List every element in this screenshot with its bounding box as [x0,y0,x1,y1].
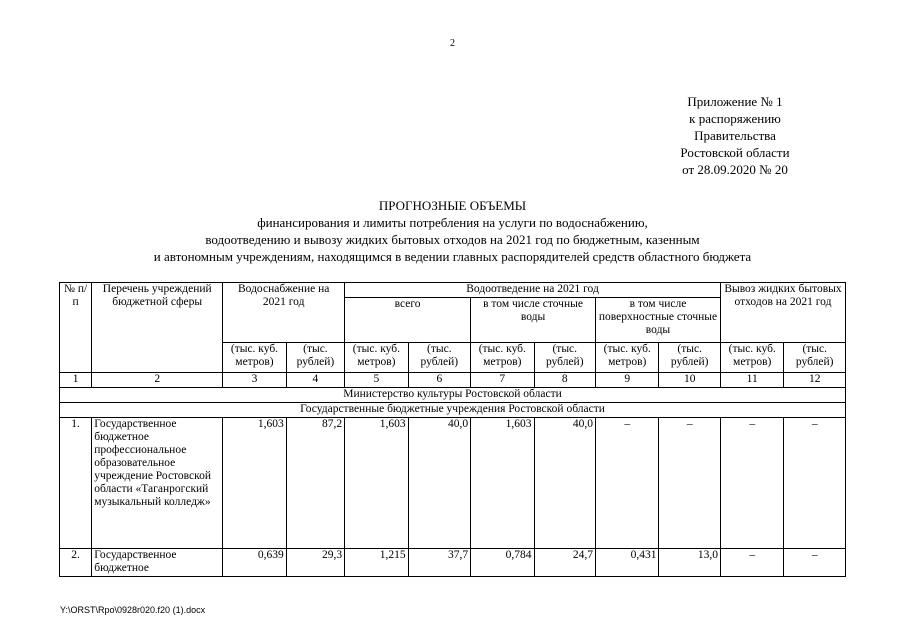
header-list: Перечень учреждений бюджетной сферы [92,283,223,373]
value-cell: 24,7 [534,549,595,577]
title-subline: водоотведению и вывозу жидких бытовых отходов на 2021 год по бюджетным, казенным [205,232,700,247]
ministry-row: Министерство культуры Ростовской области [60,388,846,403]
value-cell: 1,603 [223,418,286,549]
value-cell: – [784,418,846,549]
appendix-line: к распоряжению [689,111,781,126]
value-cell: – [784,549,846,577]
table-row [60,549,846,577]
appendix-line: Правительства [694,128,776,143]
title-heading: ПРОГНОЗНЫЕ ОБЪЕМЫ [378,198,527,213]
header-total: всего [345,298,471,343]
table-row [60,418,846,549]
unit-volume: (тыс. куб. метров) [471,343,534,373]
column-number: 9 [595,373,658,388]
column-number: 4 [286,373,344,388]
column-number: 10 [659,373,721,388]
institution-name: Государственное бюджетное профессиональное образовательное учреждение Ростовской области «Таганрогский музыкальный колледж» [92,418,223,549]
column-number: 8 [534,373,595,388]
column-number: 5 [345,373,408,388]
institution-name: Государственное бюджетное [92,549,223,577]
value-cell: 13,0 [659,549,721,577]
header-surface-water: в том числе поверхностные сточные воды [595,298,720,343]
column-number: 1 [60,373,92,388]
header-water-disposal: Водоотведение на 2021 год [345,283,721,298]
appendix-line: от 28.09.2020 № 20 [682,162,788,177]
value-cell: 1,603 [345,418,408,549]
value-cell: 1,215 [345,549,408,577]
column-number: 2 [92,373,223,388]
column-number: 11 [720,373,783,388]
value-cell: 29,3 [286,549,344,577]
value-cell: 40,0 [408,418,470,549]
row-number: 1. [60,418,92,549]
document-title [0,197,905,265]
unit-volume: (тыс. куб. метров) [595,343,658,373]
value-cell: – [659,418,721,549]
unit-rub: (тыс. рублей) [286,343,344,373]
value-cell: – [595,418,658,549]
value-cell: 0,431 [595,549,658,577]
column-number: 12 [784,373,846,388]
value-cell: 0,784 [471,549,534,577]
title-subline: и автономным учреждениям, находящимся в ведении главных распорядителей средств областного бюджета [153,249,752,264]
value-cell: 87,2 [286,418,344,549]
appendix-block [655,93,815,178]
value-cell: – [720,418,783,549]
unit-volume: (тыс. куб. метров) [720,343,783,373]
title-subline: финансирования и лимиты потребления на услуги по водоснабжению, [257,215,648,230]
unit-rub: (тыс. рублей) [534,343,595,373]
column-number: 3 [223,373,286,388]
forecast-table [59,282,846,577]
header-water-supply: Водоснабжение на 2021 год [223,283,345,343]
row-number: 2. [60,549,92,577]
appendix-line: Ростовской области [680,145,790,160]
appendix-line: Приложение № 1 [687,94,783,109]
unit-rub: (тыс. рублей) [659,343,721,373]
unit-volume: (тыс. куб. метров) [223,343,286,373]
header-waste-water: в том числе сточные воды [471,298,596,343]
unit-rub: (тыс. рублей) [784,343,846,373]
group-row: Государственные бюджетные учреждения Ростовской области [60,403,846,418]
unit-rub: (тыс. рублей) [408,343,470,373]
unit-volume: (тыс. куб. метров) [345,343,408,373]
column-number: 7 [471,373,534,388]
value-cell: 0,639 [223,549,286,577]
value-cell: 40,0 [534,418,595,549]
value-cell: 37,7 [408,549,470,577]
value-cell: – [720,549,783,577]
page-number: 2 [450,38,455,49]
value-cell: 1,603 [471,418,534,549]
column-number: 6 [408,373,470,388]
file-path-footer: Y:\ORST\Rpo\0928r020.f20 (1).docx [60,605,206,615]
header-num: № п/п [60,283,92,373]
header-liquid-waste: Вывоз жидких бытовых отходов на 2021 год [720,283,845,343]
